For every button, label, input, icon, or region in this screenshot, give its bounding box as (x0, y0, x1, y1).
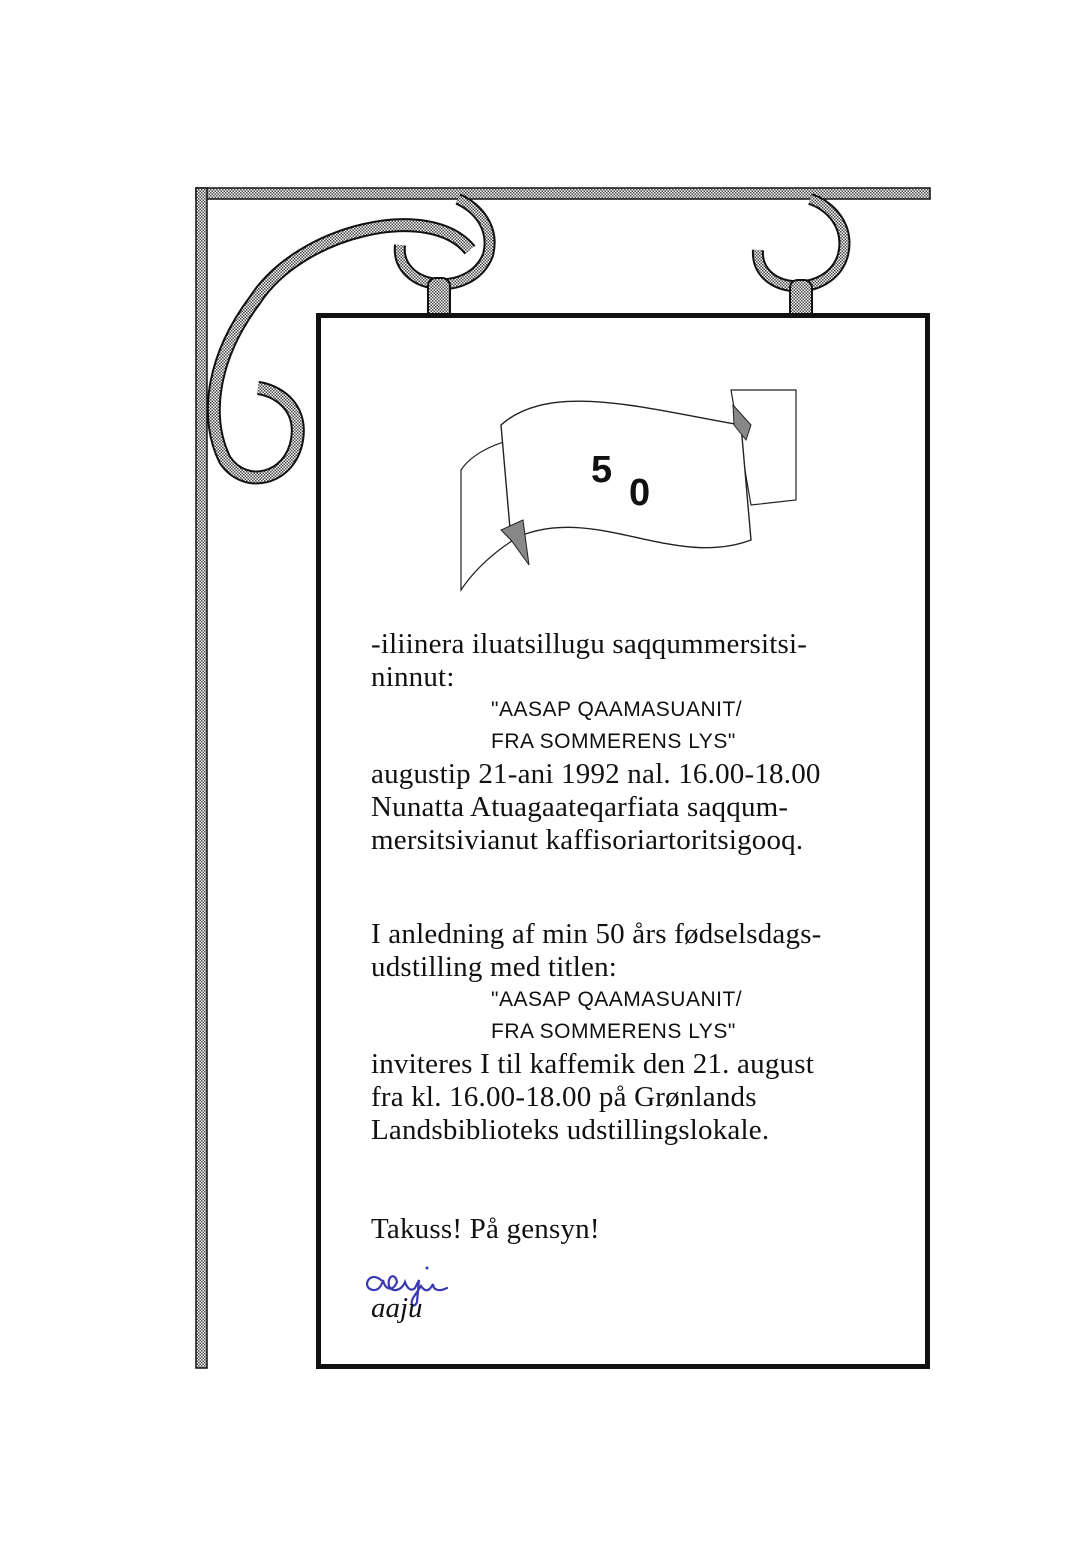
danish-invitation (371, 918, 911, 1147)
signature (359, 1258, 479, 1338)
hanging-sign (316, 313, 930, 1369)
greenlandic-invitation (371, 628, 911, 857)
ribbon-banner (451, 380, 811, 610)
greenlandic-line-4: Nunatta Atuagaateqarfiata saqqum- (371, 791, 789, 823)
danish-line-3: inviteres I til kaffemik den 21. august (371, 1048, 814, 1080)
danish-line-5: Landsbiblioteks udstillingslokale. (371, 1114, 770, 1146)
closing-text: Takuss! På gensyn! (371, 1213, 600, 1245)
greenlandic-line-2: ninnut: (371, 661, 455, 693)
typed-signature: aaju (371, 1292, 423, 1324)
danish-line-2: udstilling med titlen: (371, 951, 618, 983)
danish-title-2: FRA SOMMERENS LYS" (491, 1020, 736, 1043)
banner-number-right: 0 (629, 472, 651, 514)
greenlandic-title-2: FRA SOMMERENS LYS" (491, 730, 736, 753)
greenlandic-line-3: augustip 21-ani 1992 nal. 16.00-18.00 (371, 758, 821, 790)
danish-title-1: "AASAP QAAMASUANIT/ (491, 988, 743, 1011)
danish-line-1: I anledning af min 50 års fødselsdags- (371, 918, 822, 950)
greenlandic-title-1: "AASAP QAAMASUANIT/ (491, 698, 743, 721)
banner-number-left: 5 (591, 449, 613, 491)
greenlandic-line-1: -iliinera iluatsillugu saqqummersitsi- (371, 628, 808, 660)
danish-line-4: fra kl. 16.00-18.00 på Grønlands (371, 1081, 757, 1113)
greenlandic-line-5: mersitsivianut kaffisoriartoritsigooq. (371, 824, 804, 856)
